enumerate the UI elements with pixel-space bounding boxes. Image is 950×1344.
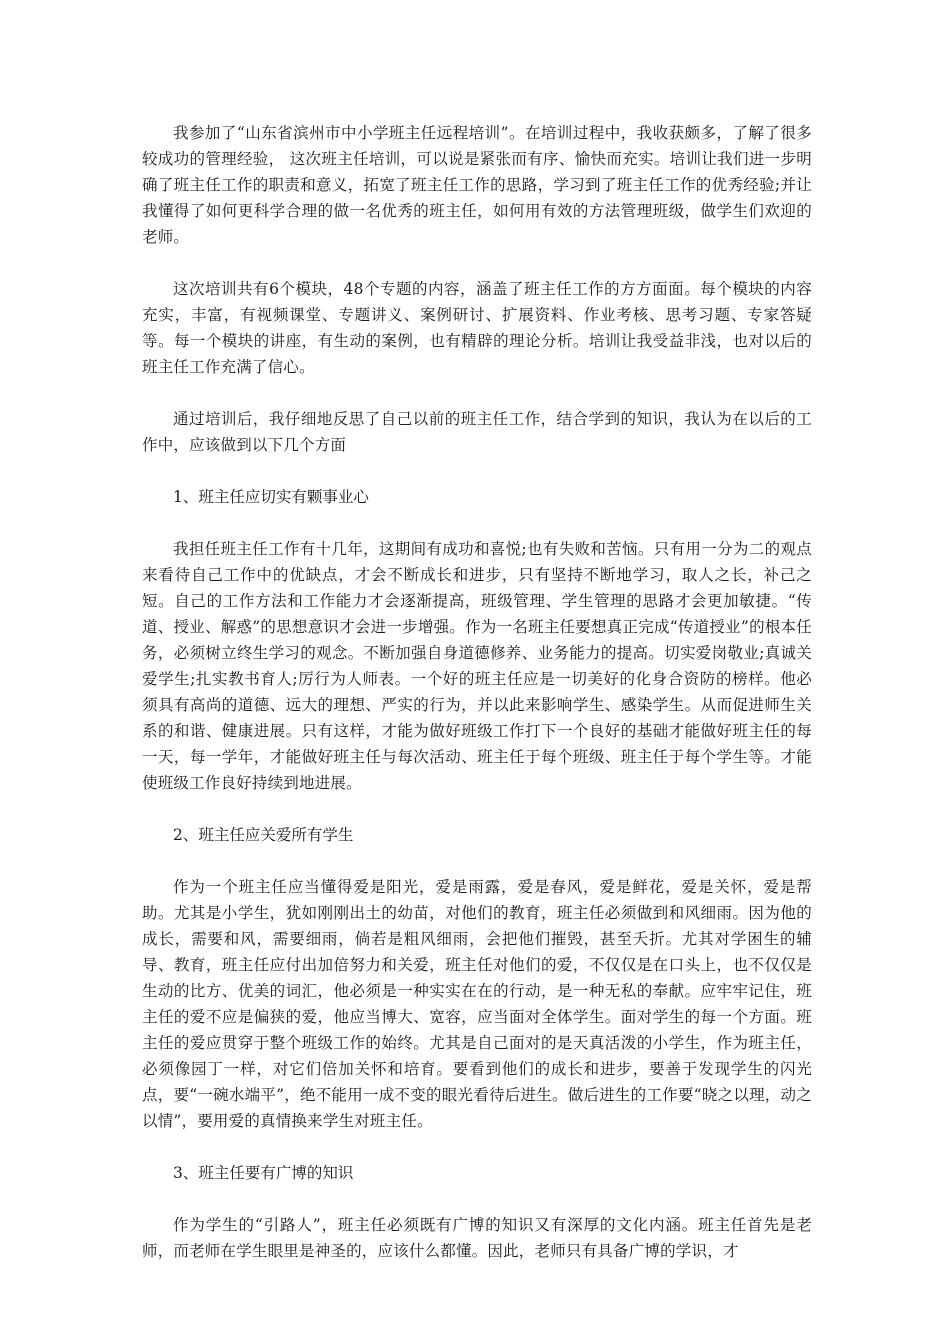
- document-page: [142, 120, 812, 1290]
- modules-paragraph: 这次培训共有6个模块，48个专题的内容，涵盖了班主任工作的方方面面。每个模块的内容充实，丰富，有视频课堂、专题讲义、案例研讨、扩展资料、作业考核、思考习题、专家答疑等。每一个模块的讲座，有生动的案例，也有精辟的理论分析。培训让我受益非浅，也对以后的班主任工作充满了信心。: [142, 280, 812, 376]
- section-heading-1: 1、班主任应切实有颗事业心: [173, 488, 369, 506]
- reflection-paragraph: 通过培训后，我仔细地反思了自己以前的班主任工作，结合学到的知识，我认为在以后的工作中，应该做到以下几个方面: [142, 410, 812, 454]
- section-body-1: 我担任班主任工作有十几年，这期间有成功和喜悦;也有失败和苦恼。只有用一分为二的观点来看待自己工作中的优缺点，才会不断成长和进步，只有坚持不断地学习，取人之长，补己之短。自己的工作方法和工作能力才会逐渐提高，班级管理、学生管理的思路才会更加敏捷。“传道、授业、解惑”的思想意识才会进一步增强。作为一名班主任要想真正完成“传道授业”的根本任务，必须树立终生学习的观念。不断加强自身道德修养、业务能力的提高。切实爱岗敬业;真诚关爱学生;扎实教书育人;厉行为人师表。一个好的班主任应是一切美好的化身合资防的榜样。他必须具有高尚的道德、远大的理想、严实的行为，并以此来影响学生、感染学生。从而促进师生关系的和谐、健康进展。只有这样，才能为做好班级工作打下一个良好的基础才能做好班主任的每一天，每一学年，才能做好班主任与每次活动、班主任于每个班级、班主任于每个学生等。才能使班级工作良好持续到地进展。: [142, 540, 812, 792]
- intro-paragraph: 我参加了“山东省滨州市中小学班主任远程培训”。在培训过程中，我收获颇多，了解了很多较成功的管理经验， 这次班主任培训，可以说是紧张而有序、愉快而充实。培训让我们进一步明确了班主任工作的职责和意义，拓宽了班主任工作的思路，学习到了班主任工作的优秀经验;并让我懂得了如何更科学合理的做一名优秀的班主任，如何用有效的方法管理班级，做学生们欢迎的老师。: [142, 124, 812, 246]
- section-heading-2: 2、班主任应关爱所有学生: [173, 826, 354, 844]
- section-body-3: 作为学生的“引路人”，班主任必须既有广博的知识又有深厚的文化内涵。班主任首先是老师，而老师在学生眼里是神圣的，应该什么都懂。因此，老师只有具备广博的学识，才: [142, 1216, 812, 1260]
- section-heading-3: 3、班主任要有广博的知识: [173, 1164, 354, 1182]
- section-body-2: 作为一个班主任应当懂得爱是阳光，爱是雨露，爱是春风，爱是鲜花，爱是关怀，爱是帮助。尤其是小学生，犹如刚刚出土的幼苗，对他们的教育，班主任必须做到和风细雨。因为他的成长，需要和风，需要细雨，倘若是粗风细雨，会把他们摧毁，甚至夭折。尤其对学困生的辅导、教育，班主任应付出加倍努力和关爱，班主任对他们的爱，不仅仅是在口头上，也不仅仅是生动的比方、优美的词汇，他必须是一种实实在在的行动，是一种无私的奉献。应牢牢记住，班主任的爱不应是偏狭的爱，他应当博大、宽容，应当面对全体学生。面对学生的每一个方面。班主任的爱应贯穿于整个班级工作的始终。尤其是自己面对的是天真活泼的小学生，作为班主任，必须像园丁一样，对它们倍加关怀和培育。要看到他们的成长和进步，要善于发现学生的闪光点，要“一碗水端平”，绝不能用一成不变的眼光看待后进生。做后进生的工作要“晓之以理，动之以情”，要用爱的真情换来学生对班主任。: [142, 878, 812, 1130]
